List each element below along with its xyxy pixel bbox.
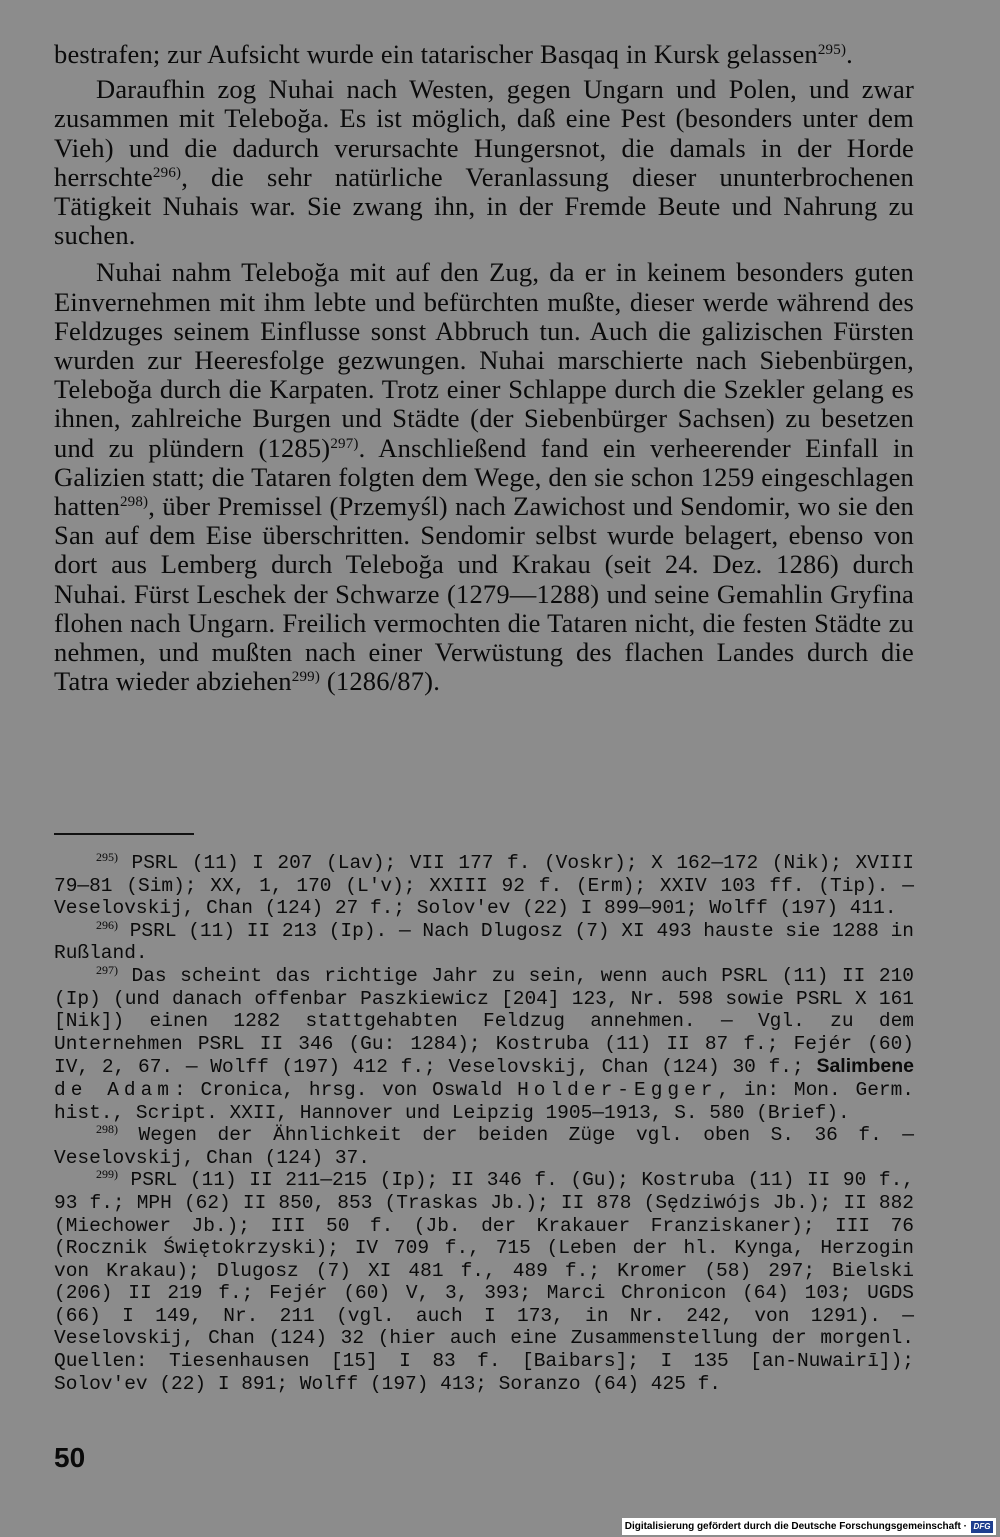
credit-text: Digitalisierung gefördert durch die Deutsche Forschungsgemeinschaft · (624, 1521, 967, 1532)
author-name-spaced: de Adam (54, 1078, 174, 1101)
paragraph-text: Daraufhin zog Nuhai nach Westen, gegen Ungarn und Polen, und zwar zusammen mit Teleboğa. Es ist möglich, daß eine Pest (besonders unter dem Vieh) und die dadurch verursachte Hungersnot, die damals in der Horde herrschte (54, 74, 914, 192)
digitization-credit (622, 1518, 996, 1535)
footnote-number: 296) (96, 917, 118, 932)
page-number: 50 (54, 1442, 86, 1473)
editor-name-spaced: Holder-Egger (517, 1078, 718, 1101)
footnote-text: PSRL (11) II 213 (Ip). — Nach Dlugosz (7) XI 493 hauste sie 1288 in Rußland. (54, 919, 914, 965)
footnote-ref-296[interactable]: 296) (152, 164, 182, 181)
footnote-ref-298[interactable]: 298) (119, 494, 149, 511)
paragraph-3 (54, 258, 914, 696)
footnote-ref-299[interactable]: 299) (291, 669, 321, 686)
dfg-logo-icon: DFG (971, 1521, 993, 1533)
footnote-text: PSRL (11) II 211—215 (Ip); II 346 f. (Gu); Kostruba (11) II 90 f., 93 f.; MPH (62) II 850, 853 (Traskas Jb.); II 878 (Sędziwójs Jb.); II 882 (Miechower Jb.); III 50 f. (Jb. der Krakauer Franziskaner); III 76 (Rocznik Świętokrzyski); IV 709 f., 715 (Leben der hl. Kynga, Herzogin von Krakau); Dlugosz (7) XI 481 f., 489 f.; Kromer (58) 297; Bielski (206) II 219 f.; Fejér (60) V, 3, 393; Marci Chronicon (64) 103; UGDS (66) I 149, Nr. 211 (vgl. auch I 173, in Nr. 242, von 1291). — Veselovskij, Chan (124) 32 (hier auch eine Zusammenstellung der morgenl. Quellen: Tiesenhausen [15] I 83 f. [Baibars]; I 135 [an-Nuwairī]); Solov'ev (22) I 891; Wolff (197) 413; Soranzo (64) 425 f. (54, 1169, 914, 1395)
paragraph-text: (1286/87). (320, 666, 441, 697)
footnote-299 (54, 1169, 914, 1395)
paragraph-text: , über Premissel (Przemyśl) nach Zawichost und Sendomir, wo sie den San auf dem Eise überschritten. Sendomir selbst wurde belagert, ebenso von dort aus Lemberg durch Teleboğa und Krakau (seit 24. Dez. 1286) durch Nuhai. Fürst Leschek der Schwarze (1279—1288) und seine Gemahlin Gryfina flohen nach Ungarn. Freilich vermochten die Tataren nicht, die festen Städte zu nehmen, und mußten nach einer Verwüstung des flachen Landes durch die Tatra wieder abziehen (54, 491, 914, 697)
main-text (54, 40, 914, 696)
footnote-ref-297[interactable]: 297) (330, 435, 359, 452)
footnote-text: , in: Mon. Germ. hist., Script. XXII, Hannover und Leipzig 1905—1913, S. 580 (Brief). (54, 1078, 914, 1124)
footnote-number: 299) (96, 1167, 118, 1182)
footnote-text: PSRL (11) I 207 (Lav); VII 177 f. (Voskr); X 162—172 (Nik); XVIII 79—81 (Sim); XX, 1, 170 (L'v); XXIII 92 f. (Erm); XXIV 103 ff. (Tip). — Veselovskij, Chan (124) 27 f.; Solov'ev (22) I 899—901; Wolff (197) 411. (54, 852, 914, 920)
footnote-ref-295[interactable]: 295) (817, 42, 847, 58)
footnote-text: Das scheint das richtige Jahr zu sein, wenn auch PSRL (11) II 210 (Ip) (und danach offenbar Paszkiewicz [204] 123, Nr. 598 sowie PSRL X 161 [Nik]) einen 1282 stattgehabten Feldzug annehmen. — Vgl. zu dem Unternehmen PSRL II 346 (Gu: 1284); Kostruba (11) II 87 f.; Fejér (60) IV, 2, 67. — Wolff (197) 412 f.; Veselovskij, Chan (124) 30 f.; (54, 964, 914, 1079)
footnote-number: 298) (96, 1122, 118, 1137)
footnote-number: 297) (96, 962, 118, 977)
paragraph-text: Nuhai nahm Teleboğa mit auf den Zug, da er in keinem besonders guten Einvernehmen mit ihm lebte und befürchten mußte, dieser werde während des Feldzuges seinem Einflusse sonst Abbruch tun. Auch die galizischen Fürsten wurden zur Heeresfolge gezwungen. Nuhai marschierte nach Siebenbürgen, Teleboğa durch die Karpaten. Trotz einer Schlappe durch die Szekler gelang es ihnen, zahlreiche Burgen und Städte (der Siebenbürger Sachsen) zu besetzen und zu plündern (1285) (54, 257, 914, 463)
footnote-number: 295) (96, 850, 118, 864)
paragraph-text: bestrafen; zur Aufsicht wurde ein tatarischer Basqaq in Kursk gelassen (54, 39, 818, 69)
author-name-bold: Salimbene (816, 1055, 914, 1078)
footnote-text: : Cronica, hrsg. von Oswald (174, 1078, 518, 1101)
footnote-295 (54, 852, 914, 920)
paragraph-text: . (846, 39, 853, 69)
footnote-separator (54, 833, 194, 835)
footnote-297 (54, 962, 914, 1124)
paragraph-text: , die sehr natürliche Veranlassung dieser ununterbrochenen Tätigkeit Nuhais war. Sie zwang ihn, in der Fremde Beute und Nahrung zu suchen. (54, 161, 914, 251)
footnote-text: Wegen der Ähnlichkeit der beiden Züge vgl. oben S. 36 f. — Veselovskij, Chan (124) 37. (54, 1124, 914, 1169)
footnote-298 (54, 1124, 914, 1169)
paragraph-2 (54, 75, 914, 250)
paragraph-text: . Anschließend fand ein verheerender Einfall in Galizien statt; die Tataren folgten dem Wege, den sie schon 1259 eingeschlagen hatten (54, 432, 914, 522)
footnote-296 (54, 917, 914, 965)
paragraph-1 (54, 40, 914, 69)
footnotes (54, 852, 914, 1395)
